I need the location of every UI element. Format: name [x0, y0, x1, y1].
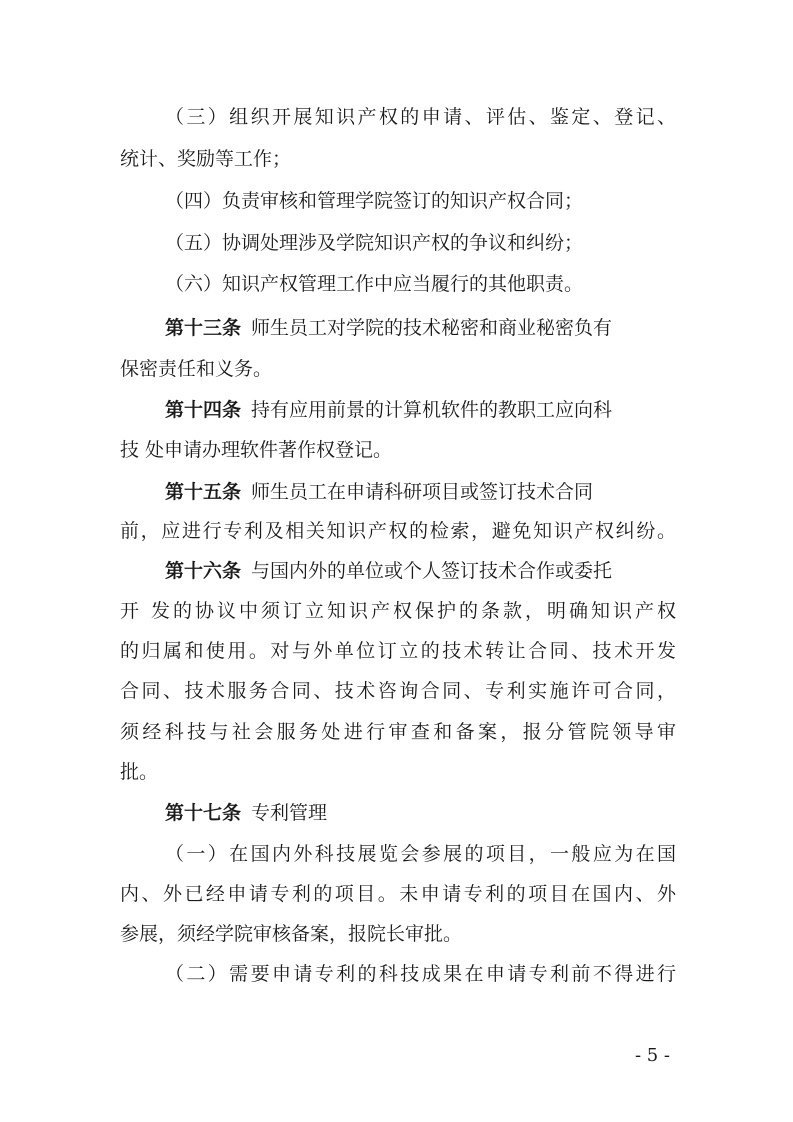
article-heading: 第十四条	[165, 399, 242, 421]
article-text: 与国内外的单位或个人签订技术合作或委托	[251, 560, 613, 582]
paragraph-line: 内、外已经申请专利的项目。未申请专利的项目在国内、外	[120, 883, 676, 905]
article-text: 持有应用前景的计算机软件的教职工应向科	[251, 399, 613, 421]
paragraph-line: （六）知识产权管理工作中应当履行的其他职责。	[165, 273, 584, 295]
paragraph-line: （四）负责审核和管理学院签订的知识产权合同；	[165, 190, 584, 212]
article-text: 专利管理	[251, 802, 328, 824]
article-heading: 第十五条	[165, 481, 242, 503]
article-13	[165, 316, 676, 340]
paragraph-line: 统计、奖励等工作；	[120, 148, 292, 170]
article-text: 师生员工对学院的技术秘密和商业秘密负有	[251, 317, 613, 339]
paragraph-line: 批。	[120, 761, 159, 783]
page-number: - 5 -	[634, 1045, 670, 1066]
paragraph-line: 保密责任和义务。	[120, 358, 273, 380]
article-15	[165, 480, 676, 504]
paragraph-line: （二）需要申请专利的科技成果在申请专利前不得进行	[165, 963, 676, 985]
paragraph-line: 的归属和使用。对与外单位订立的技术转让合同、技术开发	[120, 640, 676, 662]
article-16	[165, 559, 676, 583]
article-17	[165, 801, 676, 825]
article-heading: 第十七条	[165, 802, 242, 824]
paragraph-line: 技 处申请办理软件著作权登记。	[120, 439, 393, 461]
paragraph-line: 开 发的协议中须订立知识产权保护的条款，明确知识产权	[120, 600, 676, 622]
paragraph-line: （三）组织开展知识产权的申请、评估、鉴定、登记、	[165, 106, 676, 128]
article-14	[165, 398, 676, 422]
paragraph-line: （五）协调处理涉及学院知识产权的争议和纠纷；	[165, 232, 584, 254]
paragraph-line: （一）在国内外科技展览会参展的项目，一般应为在国	[165, 843, 676, 865]
article-text: 师生员工在申请科研项目或签订技术合同	[251, 481, 594, 503]
article-heading: 第十六条	[165, 560, 242, 582]
paragraph-line: 前，应进行专利及相关知识产权的检索，避免知识产权纠纷。	[120, 520, 676, 542]
paragraph-line: 须经科技与社会服务处进行审查和备案，报分管院领导审	[120, 721, 676, 743]
paragraph-line: 参展，须经学院审核备案，报院长审批。	[120, 923, 463, 945]
paragraph-line: 合同、技术服务合同、技术咨询合同、专利实施许可合同，	[120, 680, 676, 702]
article-heading: 第十三条	[165, 317, 242, 339]
